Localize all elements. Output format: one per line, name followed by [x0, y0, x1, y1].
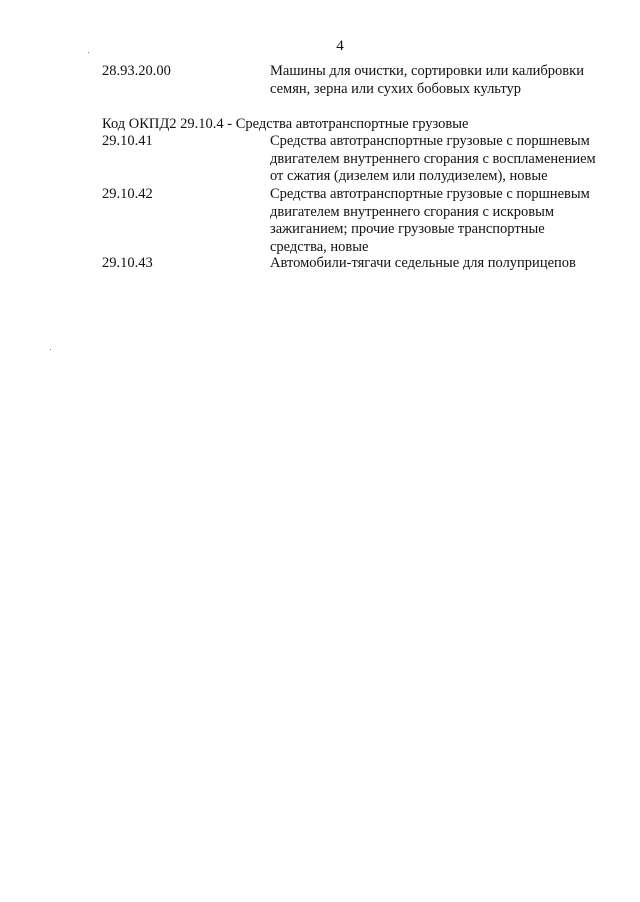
entry-code: 28.93.20.00 [102, 63, 171, 79]
description-line: семян, зерна или сухих бобовых культур [270, 80, 522, 97]
description-line: Машины для очистки, сортировки или калибровки [270, 63, 584, 79]
description-line: Средства автотранспортные грузовые с поршневым [270, 133, 590, 149]
entry-code: 29.10.41 [102, 133, 153, 149]
section-heading: Код ОКПД2 29.10.4 - Средства автотранспортные грузовые [102, 116, 469, 132]
description-line: от сжатия (дизелем или полудизелем), новые [270, 168, 548, 185]
description-line: Автомобили-тягачи седельные для полуприцепов [270, 255, 576, 271]
entry-description [270, 255, 615, 273]
description-line: средства, новые [270, 238, 369, 255]
scan-speck [50, 349, 51, 350]
entry-code: 29.10.42 [102, 186, 153, 202]
description-line: Средства автотранспортные грузовые с поршневым [270, 186, 590, 202]
entry-code: 29.10.43 [102, 255, 153, 271]
page-number: 4 [336, 38, 344, 54]
description-line: зажиганием; прочие грузовые транспортные [270, 221, 545, 238]
description-line: двигателем внутреннего сгорания с искровым [270, 203, 555, 220]
scan-speck [88, 52, 89, 53]
entry-description [270, 186, 615, 256]
description-line: двигателем внутреннего сгорания с воспламенением [270, 150, 596, 167]
entry-description [270, 63, 615, 98]
entry-description [270, 133, 615, 186]
